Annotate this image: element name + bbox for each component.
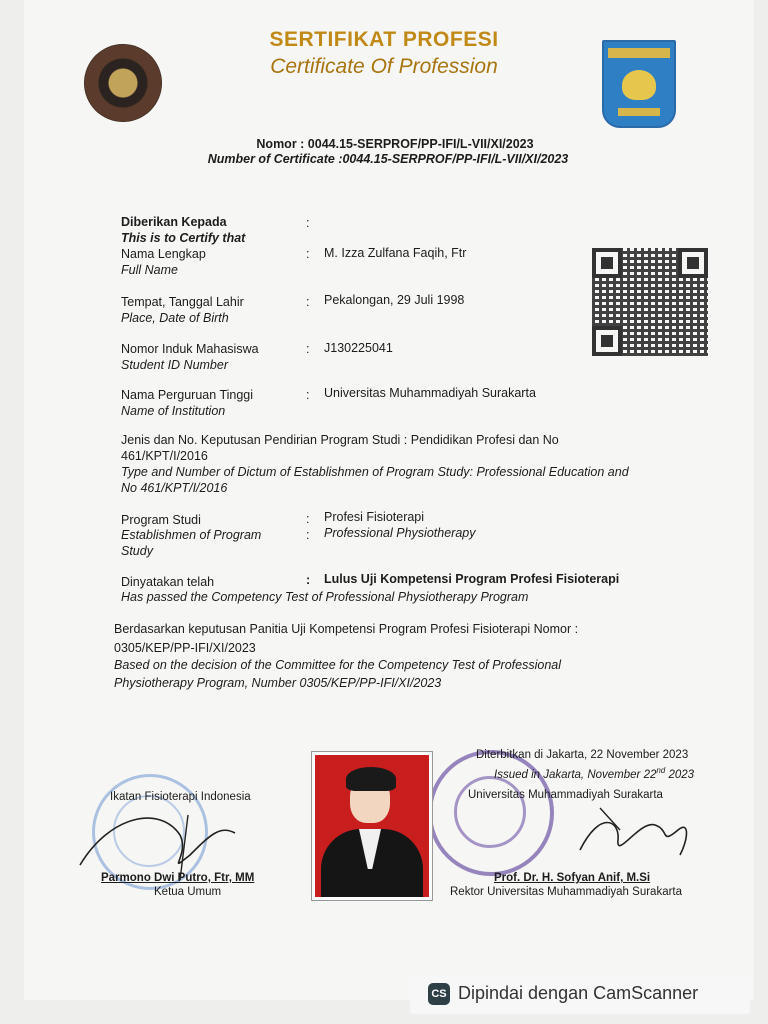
program-value-id: Profesi Fisioterapi — [324, 510, 425, 524]
birth-label-id: Tempat, Tanggal Lahir — [121, 295, 244, 309]
decision-line-en-1: Based on the decision of the Committee for the Competency Test of Professional — [114, 658, 562, 672]
issued-id: Diterbitkan di Jakarta, 22 November 2023 — [476, 749, 689, 761]
issued-en: Issued in Jakarta, November 22nd 2023 — [494, 766, 695, 781]
qr-code — [592, 248, 708, 356]
scanner-icon: CS — [428, 983, 450, 1005]
program-colon-2: : — [306, 528, 310, 542]
program-label-en-1: Establishmen of Program — [121, 528, 262, 542]
right-signature — [560, 800, 710, 870]
dictum-line-id-1: Jenis dan No. Keputusan Pendirian Program Studi : Pendidikan Profesi dan No — [121, 433, 559, 447]
given-to-colon: : — [306, 216, 310, 230]
scanner-badge — [410, 974, 750, 1014]
program-colon-1: : — [306, 512, 310, 526]
photo — [312, 752, 432, 900]
institution-value: Universitas Muhammadiyah Surakarta — [324, 386, 536, 400]
program-label-id: Program Studi — [121, 513, 201, 527]
full-name-value: M. Izza Zulfana Faqih, Ftr — [324, 246, 467, 260]
full-name-label-id: Nama Lengkap — [121, 247, 206, 261]
left-signatory-role: Ketua Umum — [154, 886, 222, 898]
student-id-label-id: Nomor Induk Mahasiswa — [121, 342, 259, 356]
given-to-label-en: This is to Certify that — [121, 231, 246, 245]
declared-value-en: Has passed the Competency Test of Professional Physiotherapy Program — [121, 590, 529, 604]
scanner-text: Dipindai dengan CamScanner — [458, 983, 699, 1003]
certificate-subtitle: Certificate Of Profession — [270, 55, 498, 78]
dictum-line-en-2: No 461/KPT/I/2016 — [121, 481, 228, 495]
certificate-number-en: Number of Certificate :0044.15-SERPROF/PP-IFI/L-VII/XI/2023 — [207, 152, 569, 166]
birth-label-en: Place, Date of Birth — [121, 311, 229, 325]
right-signatory-name: Prof. Dr. H. Sofyan Anif, M.Si — [494, 872, 651, 884]
ifi-logo — [602, 40, 676, 128]
dictum-line-en-1: Type and Number of Dictum of Establishmen of Program Study: Professional Education and — [121, 465, 629, 479]
full-name-label-en: Full Name — [121, 263, 178, 277]
program-value-en: Professional Physiotherapy — [324, 526, 476, 540]
right-signatory-role: Rektor Universitas Muhammadiyah Surakarta — [450, 886, 683, 898]
student-id-colon: : — [306, 342, 310, 356]
given-to-label-id: Diberikan Kepada — [121, 215, 227, 229]
institution-label-en: Name of Institution — [121, 404, 226, 418]
decision-line-en-2: Physiotherapy Program, Number 0305/KEP/PP-IFI/XI/2023 — [114, 676, 442, 690]
birth-colon: : — [306, 295, 310, 309]
institution-colon: : — [306, 388, 310, 402]
student-id-label-en: Student ID Number — [121, 358, 228, 372]
declared-value-id: Lulus Uji Kompetensi Program Profesi Fisioterapi — [324, 572, 620, 586]
left-signatory-org: Ikatan Fisioterapi Indonesia — [110, 791, 251, 803]
certificate-number-id: Nomor : 0044.15-SERPROF/PP-IFI/L-VII/XI/2023 — [256, 137, 534, 151]
decision-line-id-1: Berdasarkan keputusan Panitia Uji Kompetensi Program Profesi Fisioterapi Nomor : — [114, 622, 579, 636]
declared-label-id: Dinyatakan telah — [121, 575, 215, 589]
declared-colon: : — [306, 573, 311, 587]
right-signatory-org: Universitas Muhammadiyah Surakarta — [468, 789, 663, 801]
certificate-title: SERTIFIKAT PROFESI — [269, 28, 499, 51]
left-signatory-name: Parmono Dwi Putro, Ftr, MM — [101, 872, 255, 884]
decision-line-id-2: 0305/KEP/PP-IFI/XI/2023 — [114, 641, 256, 655]
full-name-colon: : — [306, 247, 310, 261]
program-label-en-2: Study — [121, 544, 153, 558]
institution-label-id: Nama Perguruan Tinggi — [121, 388, 254, 402]
dictum-line-id-2: 461/KPT/I/2016 — [121, 449, 208, 463]
student-id-value: J130225041 — [324, 341, 393, 355]
birth-value: Pekalongan, 29 Juli 1998 — [324, 293, 465, 307]
